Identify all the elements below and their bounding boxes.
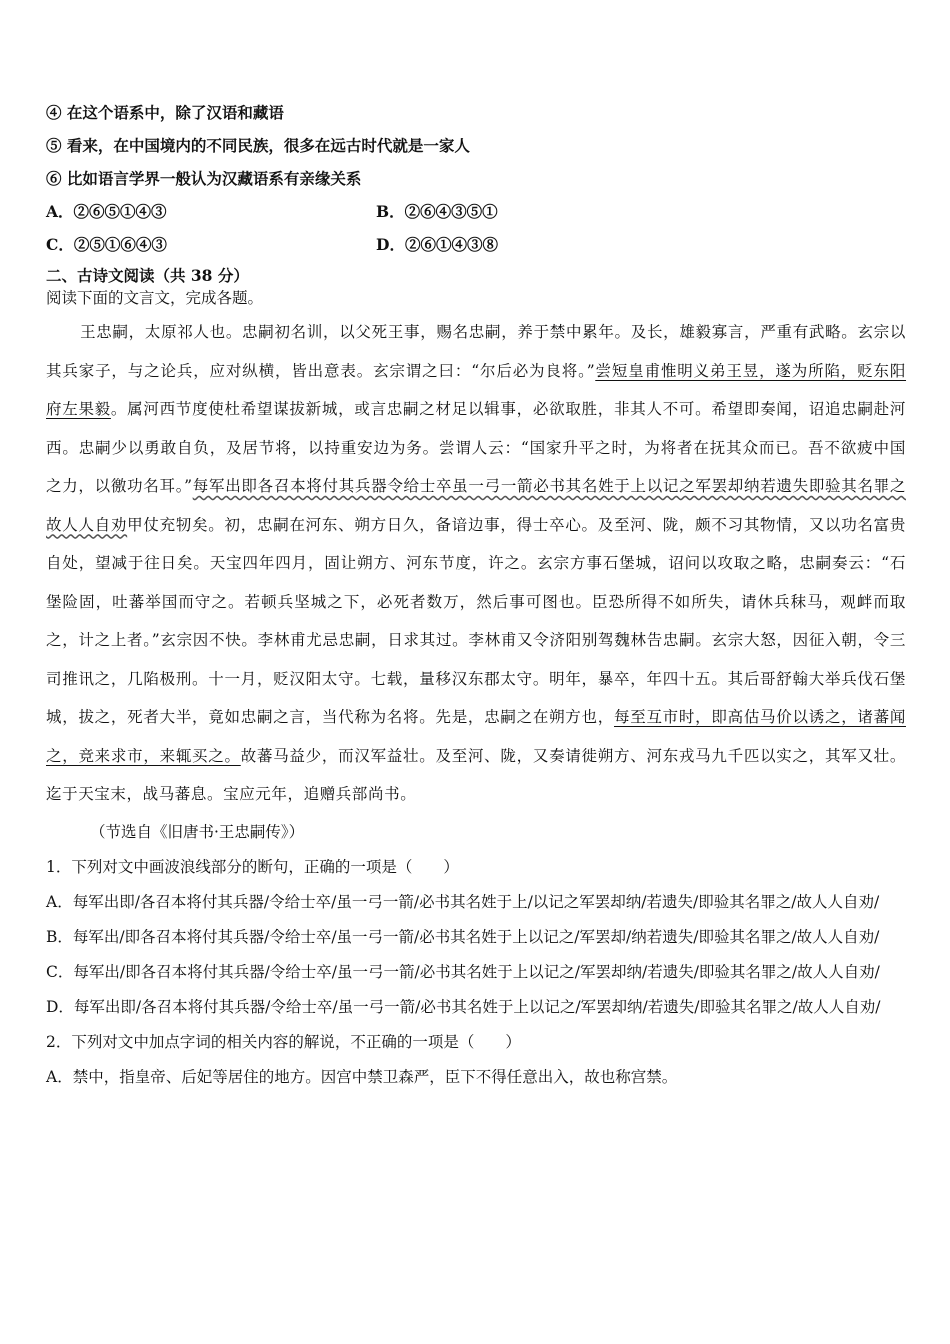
underlined-sentence-2: 每至互市时，即高估马价以诱之，诸蕃闻之，竞来求市，来辄买之。 <box>46 708 906 765</box>
question-2-option-a: A．禁中，指皇帝、后妃等居住的地方。因宫中禁卫森严，臣下不得任意出入，故也称宫禁。 <box>46 1067 678 1086</box>
option-b: B．②⑥④③⑤① <box>376 202 498 221</box>
instruction: 阅读下面的文言文，完成各题。 <box>46 289 264 307</box>
underlined-sentence-1: 尝短皇甫惟明义弟王昱，遂为所陷，贬东阳府左果毅 <box>46 361 907 418</box>
question-2-stem: 2．下列对文中加点字词的相关内容的解说，不正确的一项是（ ） <box>46 1032 521 1051</box>
sentence-5: ⑤ 看来，在中国境内的不同民族，很多在远古时代就是一家人 <box>46 136 470 155</box>
prev-options-row-2 <box>46 228 906 261</box>
classical-passage <box>46 313 906 814</box>
sentence-6: ⑥ 比如语言学界一般认为汉藏语系有亲缘关系 <box>46 169 362 188</box>
passage-part-3: 甲仗充牣矣。初，忠嗣在河东、朔方日久，备谙边事，得士卒心。及至河、陇，颇不习其物情，又以功名富贵自处，望减于往日矣。天宝四年四月，固让朔方、河东节度，许之。玄宗方事石堡城，诏问以攻取之略，忠嗣奏云：“石堡险固，吐蕃举国而守之。若顿兵坚城之下，必死者数万，然后事可图也。臣恐所得不如所失，请休兵秣马，观衅而取之，计之上者。”玄宗因不快。李林甫尤忌忠嗣，日求其过。李林甫又令济阳别驾魏林告忠嗣。玄宗大怒，因征入朝，令三司推讯之，几陷极刑。十一月，贬汉阳太守。七载，量移汉东郡太守。明年，暴卒，年四十五。其后哥舒翰大举兵伐石堡城，拔之，死者大半，竟如忠嗣之言，当代称为名将。先是，忠嗣之在朔方也， <box>46 515 906 726</box>
passage-part-4: 故蕃马益少，而汉军益壮。及至河、陇，又奏请徙朔方、河东戎马九千匹以实之，其军又壮。迄于天宝末，战马蕃息。宝应元年，追赠兵部尚书。 <box>46 746 906 803</box>
wavy-underlined-sentence: 每军出即各召本将付其兵器令给士卒虽一弓一箭必书其名姓于上以记之军罢却纳若遗失即验其名罪之故人人自劝 <box>46 477 906 534</box>
option-d: D．②⑥①④③⑧ <box>376 235 498 254</box>
question-1-option-b: B．每军出/即各召本将付其兵器/令给士卒/虽一弓一箭/必书其名姓于上以记之/军罢却/纳若遗失/即验其名罪之/故人人自劝/ <box>46 927 880 946</box>
document-page <box>46 96 906 1095</box>
question-1-option-a: A．每军出即/各召本将付其兵器/令给士卒/虽一弓一箭/必书其名姓于上/以记之军罢却纳/若遗失/即验其名罪之/故人人自劝/ <box>46 892 880 911</box>
passage-part-1: 王忠嗣，太原祁人也。忠嗣初名训，以父死王事，赐名忠嗣，养于禁中累年。及长，雄毅寡言，严重有武略。玄宗以其兵家子，与之论兵，应对纵横，皆出意表。玄宗谓之曰：“尔后必为良将。” <box>46 323 906 380</box>
option-c: C．②⑤①⑥④③ <box>46 235 167 254</box>
sentence-4: ④ 在这个语系中，除了汉语和藏语 <box>46 103 284 122</box>
prev-options-row-1 <box>46 195 906 228</box>
question-1-option-c: C．每军出/即各召本将付其兵器/令给士卒/虽一弓一箭/必书其名姓于上以记之/军罢却纳/若遗失/即验其名罪之/故人人自劝/ <box>46 962 880 981</box>
question-1-stem: 1．下列对文中画波浪线部分的断句，正确的一项是（ ） <box>46 857 459 876</box>
passage-source: （节选自《旧唐书·王忠嗣传》） <box>90 822 305 841</box>
question-1-option-d: D．每军出即/各召本将付其兵器/令给士卒/虽一弓一箭/必书其名姓于上以记之/军罢却纳/若遗失/即验其名罪之/故人人自劝/ <box>46 997 881 1016</box>
section-title: 二、古诗文阅读（共 38 分） <box>46 266 249 285</box>
option-a: A．②⑥⑤①④③ <box>46 202 167 221</box>
passage-part-2: 。属河西节度使杜希望谋拔新城，或言忠嗣之材足以辑事，必欲取胜，非其人不可。希望即奏闻，诏追忠嗣赴河西。忠嗣少以勇敢自负，及居节将，以持重安边为务。尝谓人云：“国家升平之时，为将者在抚其众而已。吾不欲疲中国之力，以徼功名耳。” <box>46 400 906 495</box>
